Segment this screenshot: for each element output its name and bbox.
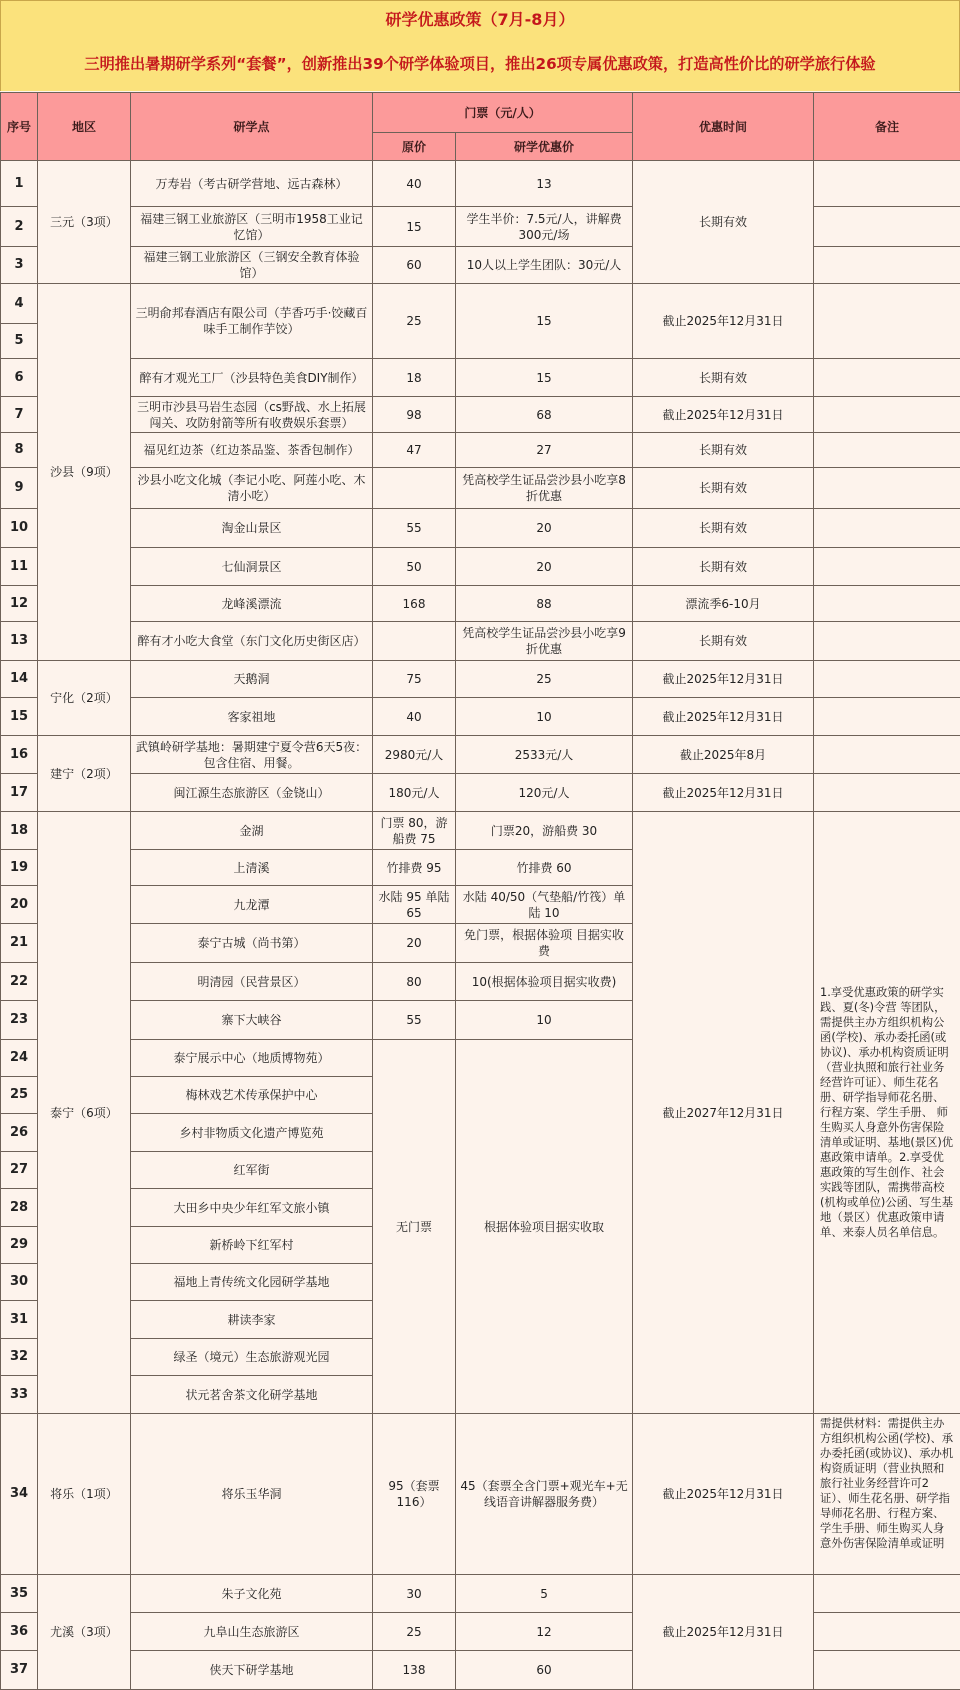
row-seq: 36 <box>1 1613 38 1651</box>
original-price-cell: 40 <box>373 161 456 207</box>
site-cell: 福见红边茶（红边茶品鉴、茶香包制作） <box>131 433 373 468</box>
header-ticket-group: 门票（元/人） <box>373 93 633 133</box>
row-seq: 22 <box>1 963 38 1001</box>
row-seq: 7 <box>1 397 38 433</box>
discount-price-cell: 2533元/人 <box>456 736 633 774</box>
original-price-cell: 25 <box>373 1613 456 1651</box>
site-cell: 三明俞邦春酒店有限公司（芋香巧手·饺藏百味手工制作芋饺） <box>131 284 373 359</box>
valid-time-cell: 截止2025年8月 <box>633 736 814 774</box>
site-cell: 乡村非物质文化遗产博览苑 <box>131 1114 373 1152</box>
remark-cell <box>814 161 960 207</box>
row-seq: 37 <box>1 1651 38 1690</box>
discount-price-cell: 学生半价：7.5元/人，讲解费300元/场 <box>456 207 633 247</box>
site-cell: 朱子文化苑 <box>131 1575 373 1613</box>
header-discount-price: 研学优惠价 <box>456 133 633 161</box>
row-seq: 9 <box>1 468 38 509</box>
original-price-cell: 168 <box>373 586 456 622</box>
remark-cell <box>814 548 960 586</box>
site-cell: 客家祖地 <box>131 698 373 736</box>
original-price-cell: 门票 80，游船费 75 <box>373 812 456 850</box>
site-cell: 将乐玉华洞 <box>131 1414 373 1575</box>
row-seq: 23 <box>1 1001 38 1040</box>
row-seq: 34 <box>1 1414 38 1575</box>
row-seq: 3 <box>1 247 38 284</box>
row-seq: 19 <box>1 850 38 886</box>
row-seq: 29 <box>1 1227 38 1264</box>
original-price-cell: 2980元/人 <box>373 736 456 774</box>
site-cell: 福建三钢工业旅游区（三钢安全教育体验馆） <box>131 247 373 284</box>
remark-cell <box>814 774 960 812</box>
discount-price-cell: 25 <box>456 661 633 698</box>
discount-price-cell: 竹排费 60 <box>456 850 633 886</box>
valid-time-cell: 截止2025年12月31日 <box>633 284 814 359</box>
region-cell: 将乐（1项） <box>38 1414 131 1575</box>
row-seq: 30 <box>1 1264 38 1301</box>
valid-time-cell: 截止2027年12月31日 <box>633 812 814 1414</box>
remark-cell <box>814 661 960 698</box>
discount-price-cell: 15 <box>456 359 633 397</box>
site-cell: 龙峰溪漂流 <box>131 586 373 622</box>
remark-cell: 需提供材料：需提供主办方组织机构公函(学校)、承办委托函(或协议)、承办机构资质证明（营业执照和旅行社业务经营许可2证）、师生花名册、研学指导师花名册、行程方案、学生手册、师生购买人身意外伤害保险清单或证明 <box>814 1414 960 1575</box>
valid-time-cell: 截止2025年12月31日 <box>633 1575 814 1690</box>
site-cell: 耕读李家 <box>131 1301 373 1339</box>
site-cell: 福地上青传统文化园研学基地 <box>131 1264 373 1301</box>
row-seq: 11 <box>1 548 38 586</box>
site-cell: 梅林戏艺术传承保护中心 <box>131 1077 373 1114</box>
original-price-cell: 无门票 <box>373 1040 456 1414</box>
table-row <box>1 774 960 812</box>
original-price-cell: 50 <box>373 548 456 586</box>
row-seq: 33 <box>1 1376 38 1414</box>
discount-price-cell: 10人以上学生团队：30元/人 <box>456 247 633 284</box>
valid-time-cell: 长期有效 <box>633 468 814 509</box>
remark-cell <box>814 1613 960 1651</box>
site-cell: 武镇岭研学基地：暑期建宁夏令营6天5夜：包含住宿、用餐。 <box>131 736 373 774</box>
original-price-cell: 138 <box>373 1651 456 1690</box>
table-row <box>1 161 960 207</box>
discount-price-cell: 15 <box>456 284 633 359</box>
table-row <box>1 397 960 433</box>
site-cell: 万寿岩（考古研学营地、远古森林） <box>131 161 373 207</box>
original-price-cell: 30 <box>373 1575 456 1613</box>
site-cell: 红军街 <box>131 1152 373 1189</box>
table-row <box>1 812 960 850</box>
page-subtitle: 三明推出暑期研学系列“套餐”，创新推出39个研学体验项目，推出26项专属优惠政策，打造高性价比的研学旅行体验 <box>0 35 960 91</box>
region-cell: 宁化（2项） <box>38 661 131 736</box>
site-cell: 金湖 <box>131 812 373 850</box>
valid-time-cell: 长期有效 <box>633 359 814 397</box>
table-row <box>1 359 960 397</box>
discount-price-cell: 凭高校学生证品尝沙县小吃享9折优惠 <box>456 622 633 661</box>
remark-cell <box>814 736 960 774</box>
remark-cell <box>814 509 960 548</box>
row-seq: 13 <box>1 622 38 661</box>
original-price-cell: 18 <box>373 359 456 397</box>
valid-time-cell: 长期有效 <box>633 433 814 468</box>
row-seq: 16 <box>1 736 38 774</box>
site-cell: 醉有才观光工厂（沙县特色美食DIY制作） <box>131 359 373 397</box>
row-seq: 15 <box>1 698 38 736</box>
original-price-cell: 98 <box>373 397 456 433</box>
discount-price-cell: 根据体验项目据实收取 <box>456 1040 633 1414</box>
valid-time-cell: 长期有效 <box>633 509 814 548</box>
discount-price-cell: 10(根据体验项目据实收费) <box>456 963 633 1001</box>
original-price-cell <box>373 468 456 509</box>
policy-table <box>0 92 960 1690</box>
site-cell: 淘金山景区 <box>131 509 373 548</box>
discount-price-cell: 45（套票全含门票+观光车+无线语音讲解器服务费） <box>456 1414 633 1575</box>
row-seq: 35 <box>1 1575 38 1613</box>
remark-cell <box>814 1575 960 1613</box>
header-valid-time: 优惠时间 <box>633 93 814 161</box>
page-title: 研学优惠政策（7月-8月） <box>0 0 960 37</box>
row-seq: 32 <box>1 1339 38 1376</box>
site-cell: 新桥岭下红军村 <box>131 1227 373 1264</box>
remark-cell <box>814 622 960 661</box>
site-cell: 九龙潭 <box>131 886 373 924</box>
valid-time-cell: 截止2025年12月31日 <box>633 661 814 698</box>
valid-time-cell: 长期有效 <box>633 161 814 284</box>
site-cell: 寨下大峡谷 <box>131 1001 373 1040</box>
table-row <box>1 509 960 548</box>
table-row <box>1 548 960 586</box>
site-cell: 状元茗舍茶文化研学基地 <box>131 1376 373 1414</box>
row-seq: 27 <box>1 1152 38 1189</box>
table-row <box>1 284 960 324</box>
region-cell: 三元（3项） <box>38 161 131 284</box>
header-remarks: 备注 <box>814 93 960 161</box>
site-cell: 天鹅洞 <box>131 661 373 698</box>
valid-time-cell: 长期有效 <box>633 622 814 661</box>
row-seq: 1 <box>1 161 38 207</box>
row-seq: 6 <box>1 359 38 397</box>
discount-price-cell: 10 <box>456 698 633 736</box>
row-seq: 20 <box>1 886 38 924</box>
original-price-cell: 75 <box>373 661 456 698</box>
region-cell: 沙县（9项） <box>38 284 131 661</box>
header-region: 地区 <box>38 93 131 161</box>
row-seq: 25 <box>1 1077 38 1114</box>
site-cell: 绿圣（境元）生态旅游观光园 <box>131 1339 373 1376</box>
site-cell: 七仙洞景区 <box>131 548 373 586</box>
table-row <box>1 661 960 698</box>
original-price-cell: 180元/人 <box>373 774 456 812</box>
row-seq: 2 <box>1 207 38 247</box>
site-cell: 闽江源生态旅游区（金铙山） <box>131 774 373 812</box>
original-price-cell: 47 <box>373 433 456 468</box>
valid-time-cell: 截止2025年12月31日 <box>633 1414 814 1575</box>
discount-price-cell: 68 <box>456 397 633 433</box>
original-price-cell: 竹排费 95 <box>373 850 456 886</box>
original-price-cell: 55 <box>373 509 456 548</box>
remark-cell <box>814 397 960 433</box>
discount-price-cell: 20 <box>456 509 633 548</box>
row-seq: 14 <box>1 661 38 698</box>
original-price-cell: 40 <box>373 698 456 736</box>
site-cell: 明清园（民营景区） <box>131 963 373 1001</box>
row-seq: 31 <box>1 1301 38 1339</box>
row-seq: 10 <box>1 509 38 548</box>
site-cell: 泰宁古城（尚书第） <box>131 924 373 963</box>
region-cell: 泰宁（6项） <box>38 812 131 1414</box>
discount-price-cell: 12 <box>456 1613 633 1651</box>
valid-time-cell: 截止2025年12月31日 <box>633 698 814 736</box>
row-seq: 8 <box>1 433 38 468</box>
row-seq: 12 <box>1 586 38 622</box>
site-cell: 大田乡中央少年红军文旅小镇 <box>131 1189 373 1227</box>
original-price-cell <box>373 622 456 661</box>
region-cell: 建宁（2项） <box>38 736 131 812</box>
remark-cell <box>814 433 960 468</box>
discount-price-cell: 120元/人 <box>456 774 633 812</box>
row-seq: 18 <box>1 812 38 850</box>
table-row <box>1 433 960 468</box>
table-row <box>1 622 960 661</box>
row-seq: 26 <box>1 1114 38 1152</box>
site-cell: 侠天下研学基地 <box>131 1651 373 1690</box>
row-seq: 24 <box>1 1040 38 1077</box>
table-row <box>1 1613 960 1651</box>
header-site: 研学点 <box>131 93 373 161</box>
valid-time-cell: 漂流季6-10月 <box>633 586 814 622</box>
original-price-cell: 水陆 95 单陆 65 <box>373 886 456 924</box>
remark-cell <box>814 468 960 509</box>
table-row <box>1 207 960 247</box>
site-cell: 沙县小吃文化城（李记小吃、阿莲小吃、木清小吃） <box>131 468 373 509</box>
valid-time-cell: 长期有效 <box>633 548 814 586</box>
site-cell: 福建三钢工业旅游区（三明市1958工业记忆馆） <box>131 207 373 247</box>
original-price-cell: 25 <box>373 284 456 359</box>
site-cell: 九阜山生态旅游区 <box>131 1613 373 1651</box>
original-price-cell: 55 <box>373 1001 456 1040</box>
original-price-cell: 20 <box>373 924 456 963</box>
discount-price-cell: 凭高校学生证品尝沙县小吃享8折优惠 <box>456 468 633 509</box>
remark-cell <box>814 359 960 397</box>
remark-cell <box>814 1651 960 1690</box>
table-row <box>1 698 960 736</box>
table-row <box>1 1414 960 1575</box>
discount-price-cell: 27 <box>456 433 633 468</box>
original-price-cell: 15 <box>373 207 456 247</box>
row-seq: 4 <box>1 284 38 324</box>
site-cell: 上清溪 <box>131 850 373 886</box>
remark-cell <box>814 586 960 622</box>
table-row <box>1 468 960 509</box>
header-seq: 序号 <box>1 93 38 161</box>
original-price-cell: 80 <box>373 963 456 1001</box>
remark-cell <box>814 247 960 284</box>
discount-price-cell: 20 <box>456 548 633 586</box>
table-row <box>1 1575 960 1613</box>
discount-price-cell: 60 <box>456 1651 633 1690</box>
site-cell: 三明市沙县马岩生态园（cs野战、水上拓展闯关、攻防射箭等所有收费娱乐套票） <box>131 397 373 433</box>
row-seq: 5 <box>1 324 38 359</box>
discount-price-cell: 免门票，根据体验项 目据实收费 <box>456 924 633 963</box>
discount-price-cell: 水陆 40/50（气垫船/竹筏）单陆 10 <box>456 886 633 924</box>
row-seq: 17 <box>1 774 38 812</box>
region-cell: 尤溪（3项） <box>38 1575 131 1690</box>
table-row <box>1 736 960 774</box>
discount-price-cell: 10 <box>456 1001 633 1040</box>
row-seq: 28 <box>1 1189 38 1227</box>
original-price-cell: 95（套票116） <box>373 1414 456 1575</box>
row-seq: 21 <box>1 924 38 963</box>
remark-cell: 1.享受优惠政策的研学实践、夏(冬)令营 等团队，需提供主办方组织机构公函(学校)、承办委托函(或协议)、承办机构资质证明（营业执照和旅行社业务经营许可证）、师生花名册、研学指导师花名册、行程方案、学生手册、 师生购买人身意外伤害保险清单或证明、基地(景区)优惠政策申请单。2.享受优惠政策的写生创作、社会实践等团队，需携带高校(机构或单位)公函、写生基地（景区）优惠政策申请单、来泰人员名单信息。 <box>814 812 960 1414</box>
discount-price-cell: 门票20，游船费 30 <box>456 812 633 850</box>
site-cell: 醉有才小吃大食堂（东门文化历史街区店） <box>131 622 373 661</box>
header-original-price: 原价 <box>373 133 456 161</box>
discount-price-cell: 88 <box>456 586 633 622</box>
remark-cell <box>814 207 960 247</box>
table-row <box>1 247 960 284</box>
valid-time-cell: 截止2025年12月31日 <box>633 774 814 812</box>
remark-cell <box>814 284 960 359</box>
discount-price-cell: 5 <box>456 1575 633 1613</box>
table-row <box>1 586 960 622</box>
site-cell: 泰宁展示中心（地质博物苑） <box>131 1040 373 1077</box>
original-price-cell: 60 <box>373 247 456 284</box>
table-row <box>1 1651 960 1690</box>
remark-cell <box>814 698 960 736</box>
discount-price-cell: 13 <box>456 161 633 207</box>
valid-time-cell: 截止2025年12月31日 <box>633 397 814 433</box>
